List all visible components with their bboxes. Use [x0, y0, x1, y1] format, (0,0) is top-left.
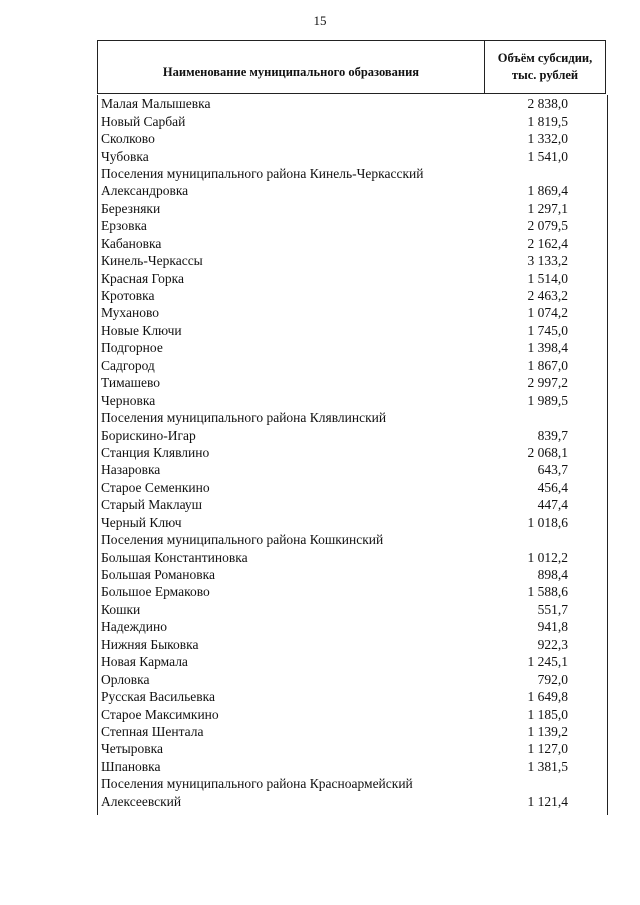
- subsidy-value: 2 463,2: [527, 288, 568, 304]
- table-row: [98, 723, 607, 740]
- table-row: [98, 426, 607, 443]
- subsidy-value: 898,4: [537, 567, 568, 583]
- section-heading-row: [98, 775, 607, 792]
- subsidy-value: 2 079,5: [527, 218, 568, 234]
- subsidy-value: 1 867,0: [527, 357, 568, 373]
- table-row: [98, 618, 607, 635]
- subsidy-value: 941,8: [537, 619, 568, 635]
- subsidy-value: 2 997,2: [527, 375, 568, 391]
- section-heading: Поселения муниципального района Кинель-Черкасский: [101, 165, 424, 181]
- municipality-name: Станция Клявлино: [101, 444, 210, 460]
- municipality-name: Старое Семенкино: [101, 479, 210, 495]
- table-row: [98, 583, 607, 600]
- subsidy-value: 1 332,0: [527, 131, 568, 147]
- table-row: [98, 147, 607, 164]
- table-row: [98, 601, 607, 618]
- municipality-name: Кинель-Черкассы: [101, 253, 203, 269]
- municipality-name: Степная Шентала: [101, 723, 204, 739]
- page-number: 15: [313, 13, 327, 28]
- table-row: [98, 653, 607, 670]
- municipality-name: Муханово: [101, 305, 159, 321]
- municipality-name: Черновка: [101, 392, 156, 408]
- municipality-name: Борискино-Игар: [101, 427, 196, 443]
- section-heading: Поселения муниципального района Кошкинский: [101, 532, 384, 548]
- table-row: [98, 252, 607, 269]
- municipality-name: Четыровка: [101, 741, 163, 757]
- municipality-name: Новая Кармала: [101, 654, 188, 670]
- municipality-name: Большая Романовка: [101, 567, 215, 583]
- table-row: [98, 95, 607, 112]
- municipality-name: Старое Максимкино: [101, 706, 219, 722]
- subsidy-value: 456,4: [537, 479, 568, 495]
- municipality-name: Подгорное: [101, 340, 163, 356]
- table-row: [98, 182, 607, 199]
- table-row: [98, 636, 607, 653]
- subsidy-value: 839,7: [537, 427, 568, 443]
- table-row: [98, 548, 607, 565]
- table-row: [98, 339, 607, 356]
- municipality-name: Чубовка: [101, 148, 149, 164]
- subsidy-value: 792,0: [537, 671, 568, 687]
- subsidy-value: 1 297,1: [527, 200, 568, 216]
- municipality-name: Большое Ермаково: [101, 584, 210, 600]
- subsidy-value: 1 869,4: [527, 183, 568, 199]
- subsidy-value: 1 245,1: [527, 654, 568, 670]
- municipality-name: Кабановка: [101, 235, 162, 251]
- subsidy-value: 1 514,0: [527, 270, 568, 286]
- section-heading-row: [98, 165, 607, 182]
- table-row: [98, 514, 607, 531]
- subsidy-value: 1 588,6: [527, 584, 568, 600]
- subsidy-value: 922,3: [537, 636, 568, 652]
- section-heading: Поселения муниципального района Клявлинский: [101, 410, 387, 426]
- subsidy-value: 1 185,0: [527, 706, 568, 722]
- subsidy-value: 2 162,4: [527, 235, 568, 251]
- subsidy-value: 643,7: [537, 462, 568, 478]
- municipality-name: Березняки: [101, 200, 161, 216]
- table-row: [98, 758, 607, 775]
- municipality-name: Малая Малышевка: [101, 96, 211, 112]
- municipality-name: Новые Ключи: [101, 322, 182, 338]
- table-row: [98, 391, 607, 408]
- table-body: [97, 95, 608, 815]
- table-row: [98, 444, 607, 461]
- table-row: [98, 357, 607, 374]
- municipality-name: Нижняя Быковка: [101, 636, 199, 652]
- table-row: [98, 461, 607, 478]
- subsidy-value: 2 838,0: [527, 96, 568, 112]
- table-row: [98, 688, 607, 705]
- municipality-name: Черный Ключ: [101, 514, 182, 530]
- table-row: [98, 740, 607, 757]
- municipality-name: Ерзовка: [101, 218, 147, 234]
- subsidy-value: 1 398,4: [527, 340, 568, 356]
- subsidy-value: 1 018,6: [527, 514, 568, 530]
- subsidy-value: 447,4: [537, 497, 568, 513]
- subsidy-value: 1 074,2: [527, 305, 568, 321]
- municipality-name: Кошки: [101, 601, 141, 617]
- subsidy-value: 1 139,2: [527, 723, 568, 739]
- municipality-name: Алексеевский: [101, 793, 182, 809]
- table-row: [98, 235, 607, 252]
- municipality-name: Назаровка: [101, 462, 161, 478]
- municipality-name: Новый Сарбай: [101, 113, 186, 129]
- municipality-name: Шпановка: [101, 758, 161, 774]
- table-row: [98, 479, 607, 496]
- table-row: [98, 269, 607, 286]
- header-volume-line1: Объём субсидии,: [497, 51, 593, 65]
- municipality-name: Русская Васильевка: [101, 689, 215, 705]
- subsidy-value: 1 989,5: [527, 392, 568, 408]
- subsidy-value: 1 381,5: [527, 758, 568, 774]
- table-row: [98, 304, 607, 321]
- section-heading: Поселения муниципального района Красноармейский: [101, 776, 413, 792]
- table-row: [98, 670, 607, 687]
- subsidy-value: 1 127,0: [527, 741, 568, 757]
- table-header: [97, 40, 606, 94]
- table-row: [98, 322, 607, 339]
- municipality-name: Надеждино: [101, 619, 167, 635]
- subsidy-value: 1 541,0: [527, 148, 568, 164]
- subsidy-value: 1 649,8: [527, 689, 568, 705]
- subsidy-value: 1 819,5: [527, 113, 568, 129]
- subsidy-value: 2 068,1: [527, 444, 568, 460]
- municipality-name: Садгород: [101, 357, 155, 373]
- municipality-name: Большая Константиновка: [101, 549, 248, 565]
- municipality-name: Красная Горка: [101, 270, 185, 286]
- table-row: [98, 793, 607, 815]
- subsidy-value: 551,7: [537, 601, 568, 617]
- table-row: [98, 130, 607, 147]
- table-row: [98, 200, 607, 217]
- subsidy-value: 1 121,4: [527, 793, 568, 809]
- section-heading-row: [98, 409, 607, 426]
- municipality-name: Александровка: [101, 183, 189, 199]
- table-row: [98, 374, 607, 391]
- subsidy-value: 1 745,0: [527, 322, 568, 338]
- municipality-name: Тимашево: [101, 375, 160, 391]
- municipality-name: Сколково: [101, 131, 155, 147]
- municipality-name: Старый Маклауш: [101, 497, 203, 513]
- table-row: [98, 705, 607, 722]
- table-row: [98, 217, 607, 234]
- header-volume-line2: тыс. рублей: [511, 68, 579, 82]
- municipality-name: Орловка: [101, 671, 150, 687]
- table-row: [98, 496, 607, 513]
- table-row: [98, 287, 607, 304]
- header-name-column: Наименование муниципального образования: [98, 41, 485, 93]
- table-row: [98, 112, 607, 129]
- section-heading-row: [98, 531, 607, 548]
- header-volume-column: [485, 41, 605, 93]
- municipality-name: Кротовка: [101, 288, 155, 304]
- subsidy-value: 1 012,2: [527, 549, 568, 565]
- subsidy-value: 3 133,2: [527, 253, 568, 269]
- table-row: [98, 566, 607, 583]
